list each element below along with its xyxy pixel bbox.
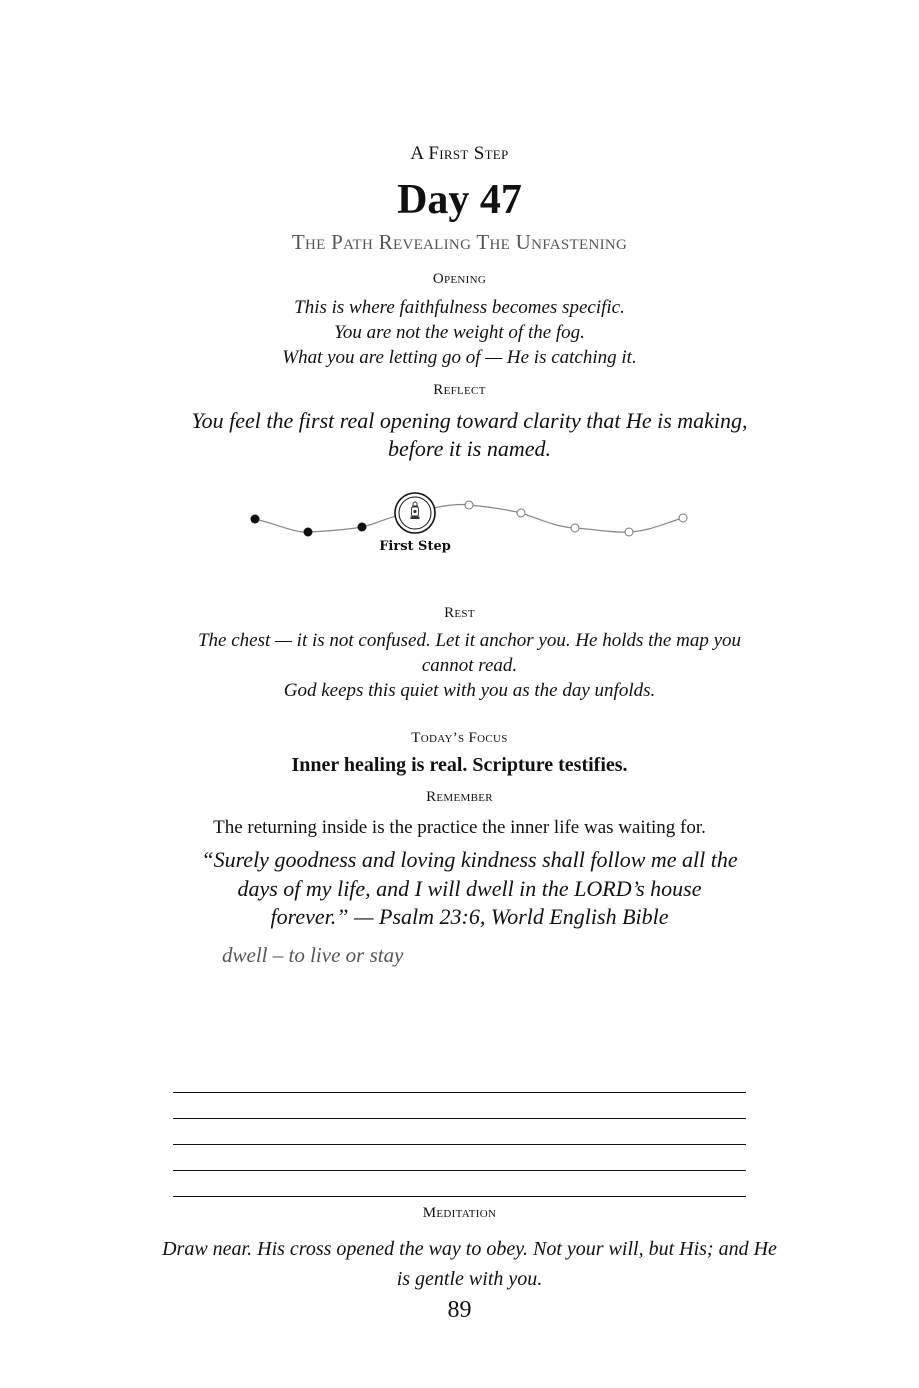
rest-closing: God keeps this quiet with you as the day unfolds. (283, 680, 656, 701)
remember-label: Remember (426, 789, 493, 805)
rest-body: The chest — it is not confused. Let it anchor you. He holds the map you cannot read. (197, 630, 742, 676)
journal-line[interactable] (173, 1196, 746, 1197)
day-heading: Day 47 (397, 177, 522, 223)
rest-text (180, 628, 759, 703)
day-subtitle: The Path Revealing The Unfastening (291, 230, 628, 254)
journal-line[interactable] (173, 1144, 746, 1145)
upcoming-step-marker (679, 514, 687, 522)
meditation-label: Meditation (422, 1205, 497, 1221)
completed-step-marker (358, 523, 367, 532)
upcoming-step-marker (571, 524, 579, 532)
page-number: 89 (447, 1297, 472, 1323)
series-title: A First Step (410, 143, 509, 164)
opening-text (0, 295, 919, 370)
opening-line: What you are letting go of — He is catching it. (282, 347, 637, 368)
meditation-text: Draw near. His cross opened the way to obey. Not your will, but His; and He is gentle with you. (162, 1238, 777, 1290)
focus-label: Today’s Focus (411, 730, 508, 746)
completed-step-marker (304, 528, 313, 537)
reflect-label: Reflect (433, 382, 486, 398)
opening-label: Opening (432, 271, 487, 287)
word-gloss: dwell – to live or stay (222, 943, 404, 967)
scripture-quote: “Surely goodness and loving kindness shall follow me all the days of my life, and I will dwell in the LORD’s house forever.” — Psalm 23:6, World English Bible (201, 847, 738, 929)
journal-line[interactable] (173, 1118, 746, 1119)
path-stage-label: First Step (379, 539, 451, 554)
opening-line: This is where faithfulness becomes specific. (294, 297, 625, 318)
upcoming-step-marker (465, 501, 473, 509)
upcoming-step-marker (625, 528, 633, 536)
journal-line[interactable] (173, 1092, 746, 1093)
journey-path (240, 485, 700, 560)
opening-line: You are not the weight of the fog. (334, 322, 585, 343)
lantern-icon (395, 493, 435, 533)
upcoming-step-marker (517, 509, 525, 517)
completed-step-marker (251, 515, 260, 524)
rest-label: Rest (444, 605, 475, 621)
journal-line[interactable] (173, 1170, 746, 1171)
remember-text: The returning inside is the practice the inner life was waiting for. (213, 817, 706, 838)
focus-text: Inner healing is real. Scripture testifies. (291, 754, 628, 776)
reflect-text: You feel the first real opening toward clarity that He is making, before it is named. (191, 408, 748, 461)
